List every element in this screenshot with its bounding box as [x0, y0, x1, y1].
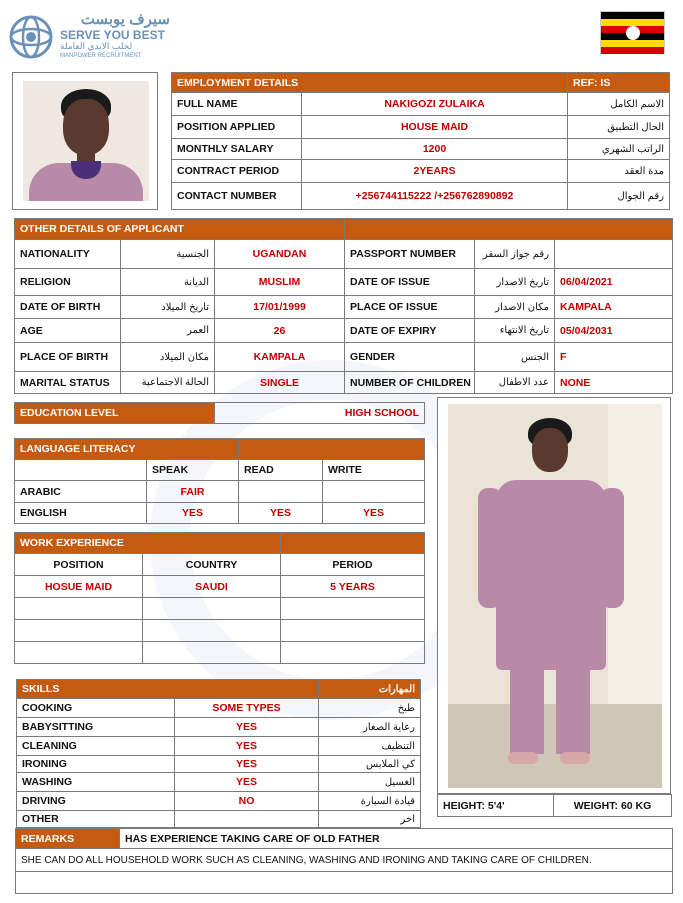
place-of-birth-value: KAMPALA	[215, 343, 345, 372]
arabic-read	[239, 481, 323, 503]
education-value: HIGH SCHOOL	[215, 403, 425, 424]
contract-period-ar: مدة العقد	[568, 160, 670, 183]
education-table	[14, 402, 425, 424]
ref-number: REF: IS	[568, 73, 670, 93]
skills-title: SKILLS	[17, 680, 319, 699]
full-name-value: NAKIGOZI ZULAIKA	[302, 93, 568, 116]
monthly-salary-label: MONTHLY SALARY	[172, 139, 302, 160]
nationality-label: NATIONALITY	[15, 240, 121, 269]
language-title: LANGUAGE LITERACY	[15, 439, 239, 460]
contact-number-label: CONTACT NUMBER	[172, 183, 302, 210]
remarks-blank	[16, 872, 673, 894]
place-of-birth-ar: مكان الميلاد	[121, 343, 215, 372]
date-of-birth-label: DATE OF BIRTH	[15, 296, 121, 319]
work-experience-table	[14, 532, 425, 664]
arabic-label: ARABIC	[15, 481, 147, 503]
place-of-issue-ar: مكان الاصدار	[475, 296, 555, 319]
full-body-photo	[437, 397, 671, 794]
date-of-issue-label: DATE OF ISSUE	[345, 269, 475, 296]
logo-sub: MANPOWER RECRUITMENT	[60, 53, 142, 59]
company-logo	[8, 10, 178, 64]
skill-cooking-label: COOKING	[17, 699, 175, 718]
country-header: COUNTRY	[143, 554, 281, 576]
position-header: POSITION	[15, 554, 143, 576]
gender-ar: الجنس	[475, 343, 555, 372]
work-position-value: HOSUE MAID	[15, 576, 143, 598]
contact-number-ar: رقم الجوال	[568, 183, 670, 210]
number-of-children-ar: عدد الاطفال	[475, 372, 555, 394]
date-of-issue-value: 06/04/2021	[555, 269, 673, 296]
work-period-value: 5 YEARS	[281, 576, 425, 598]
table-row	[15, 642, 143, 664]
remarks-title: REMARKS	[16, 829, 120, 849]
contract-period-label: CONTRACT PERIOD	[172, 160, 302, 183]
skill-babysitting-value: YES	[175, 718, 319, 737]
work-title-right	[281, 533, 425, 554]
language-table	[14, 438, 425, 524]
contact-number-value: +256744115222 /+256762890892	[302, 183, 568, 210]
marital-status-ar: الحالة الاجتماعية	[121, 372, 215, 394]
full-name-label: FULL NAME	[172, 93, 302, 116]
remarks-table	[15, 828, 673, 894]
weight-label: WEIGHT:	[573, 799, 619, 812]
marital-status-value: SINGLE	[215, 372, 345, 394]
place-of-issue-value: KAMPALA	[555, 296, 673, 319]
number-of-children-label: NUMBER OF CHILDREN	[345, 372, 475, 394]
skill-driving-label: DRIVING	[17, 792, 175, 811]
write-header: WRITE	[323, 460, 425, 481]
passport-number-value	[555, 240, 673, 269]
arabic-write	[323, 481, 425, 503]
skill-cleaning-ar: التنظيف	[319, 737, 421, 756]
remarks-line2: SHE CAN DO ALL HOUSEHOLD WORK SUCH AS CLEANING, WASHING AND IRONING AND TAKING CARE OF CHILDREN.	[16, 849, 673, 872]
date-of-birth-ar: تاريخ الميلاد	[121, 296, 215, 319]
table-row	[15, 598, 143, 620]
skill-washing-label: WASHING	[17, 773, 175, 792]
skill-ironing-label: IRONING	[17, 756, 175, 773]
skill-washing-value: YES	[175, 773, 319, 792]
education-title: EDUCATION LEVEL	[15, 403, 215, 424]
work-title: WORK EXPERIENCE	[15, 533, 281, 554]
english-speak: YES	[147, 503, 239, 524]
skill-ironing-value: YES	[175, 756, 319, 773]
contract-period-value: 2YEARS	[302, 160, 568, 183]
skill-cooking-ar: طبخ	[319, 699, 421, 718]
language-title-right	[239, 439, 425, 460]
weight-cell	[554, 795, 672, 817]
remarks-line1: HAS EXPERIENCE TAKING CARE OF OLD FATHER	[120, 829, 673, 849]
skill-cleaning-label: CLEANING	[17, 737, 175, 756]
age-ar: العمر	[121, 319, 215, 343]
nationality-value: UGANDAN	[215, 240, 345, 269]
height-cell	[438, 795, 554, 817]
date-of-issue-ar: تاريخ الاصدار	[475, 269, 555, 296]
skill-cooking-value: SOME TYPES	[175, 699, 319, 718]
skill-cleaning-value: YES	[175, 737, 319, 756]
passport-number-label: PASSPORT NUMBER	[345, 240, 475, 269]
logo-icon	[8, 12, 54, 62]
skills-table	[16, 679, 421, 828]
religion-value: MUSLIM	[215, 269, 345, 296]
skill-other-value	[175, 811, 319, 828]
skill-babysitting-label: BABYSITTING	[17, 718, 175, 737]
english-write: YES	[323, 503, 425, 524]
position-applied-label: POSITION APPLIED	[172, 116, 302, 139]
speak-header: SPEAK	[147, 460, 239, 481]
skill-babysitting-ar: رعاية الصغار	[319, 718, 421, 737]
monthly-salary-ar: الراتب الشهري	[568, 139, 670, 160]
employment-title: EMPLOYMENT DETAILS	[172, 73, 568, 93]
skill-ironing-ar: كي الملابس	[319, 756, 421, 773]
date-of-expiry-ar: تاريخ الانتهاء	[475, 319, 555, 343]
skills-title-ar: المهارات	[319, 680, 421, 699]
arabic-speak: FAIR	[147, 481, 239, 503]
read-header: READ	[239, 460, 323, 481]
logo-arabic: سيرف يوبست	[80, 11, 170, 28]
other-details-table	[14, 218, 673, 394]
period-header: PERIOD	[281, 554, 425, 576]
place-of-issue-label: PLACE OF ISSUE	[345, 296, 475, 319]
age-label: AGE	[15, 319, 121, 343]
date-of-expiry-label: DATE OF EXPIRY	[345, 319, 475, 343]
full-name-ar: الاسم الكامل	[568, 93, 670, 116]
skill-driving-value: NO	[175, 792, 319, 811]
english-label: ENGLISH	[15, 503, 147, 524]
other-details-title: OTHER DETAILS OF APPLICANT	[15, 219, 345, 240]
table-row	[15, 620, 143, 642]
monthly-salary-value: 1200	[302, 139, 568, 160]
height-label: HEIGHT:	[443, 799, 485, 812]
height-value: 5'4'	[487, 799, 505, 812]
gender-label: GENDER	[345, 343, 475, 372]
language-corner	[15, 460, 147, 481]
skill-washing-ar: الغسيل	[319, 773, 421, 792]
height-weight-table	[437, 794, 672, 817]
passport-number-ar: رقم جواز السفر	[475, 240, 555, 269]
employment-details-table	[171, 72, 670, 210]
english-read: YES	[239, 503, 323, 524]
logo-name: SERVE YOU BEST	[60, 28, 165, 42]
date-of-birth-value: 17/01/1999	[215, 296, 345, 319]
marital-status-label: MARITAL STATUS	[15, 372, 121, 394]
skill-other-ar: اخر	[319, 811, 421, 828]
date-of-expiry-value: 05/04/2031	[555, 319, 673, 343]
other-details-title-right	[345, 219, 673, 240]
skill-other-label: OTHER	[17, 811, 175, 828]
place-of-birth-label: PLACE OF BIRTH	[15, 343, 121, 372]
age-value: 26	[215, 319, 345, 343]
work-country-value: SAUDI	[143, 576, 281, 598]
position-applied-ar: الحال التطبيق	[568, 116, 670, 139]
gender-value: F	[555, 343, 673, 372]
number-of-children-value: NONE	[555, 372, 673, 394]
weight-value: 60 KG	[620, 799, 652, 812]
skill-driving-ar: قيادة السيارة	[319, 792, 421, 811]
position-applied-value: HOUSE MAID	[302, 116, 568, 139]
nationality-ar: الجنسية	[121, 240, 215, 269]
portrait-photo	[12, 72, 158, 210]
uganda-flag-icon	[600, 11, 665, 54]
logo-arabic-sub: لجلب الايدي العاملة	[60, 41, 133, 51]
religion-label: RELIGION	[15, 269, 121, 296]
religion-ar: الديانة	[121, 269, 215, 296]
